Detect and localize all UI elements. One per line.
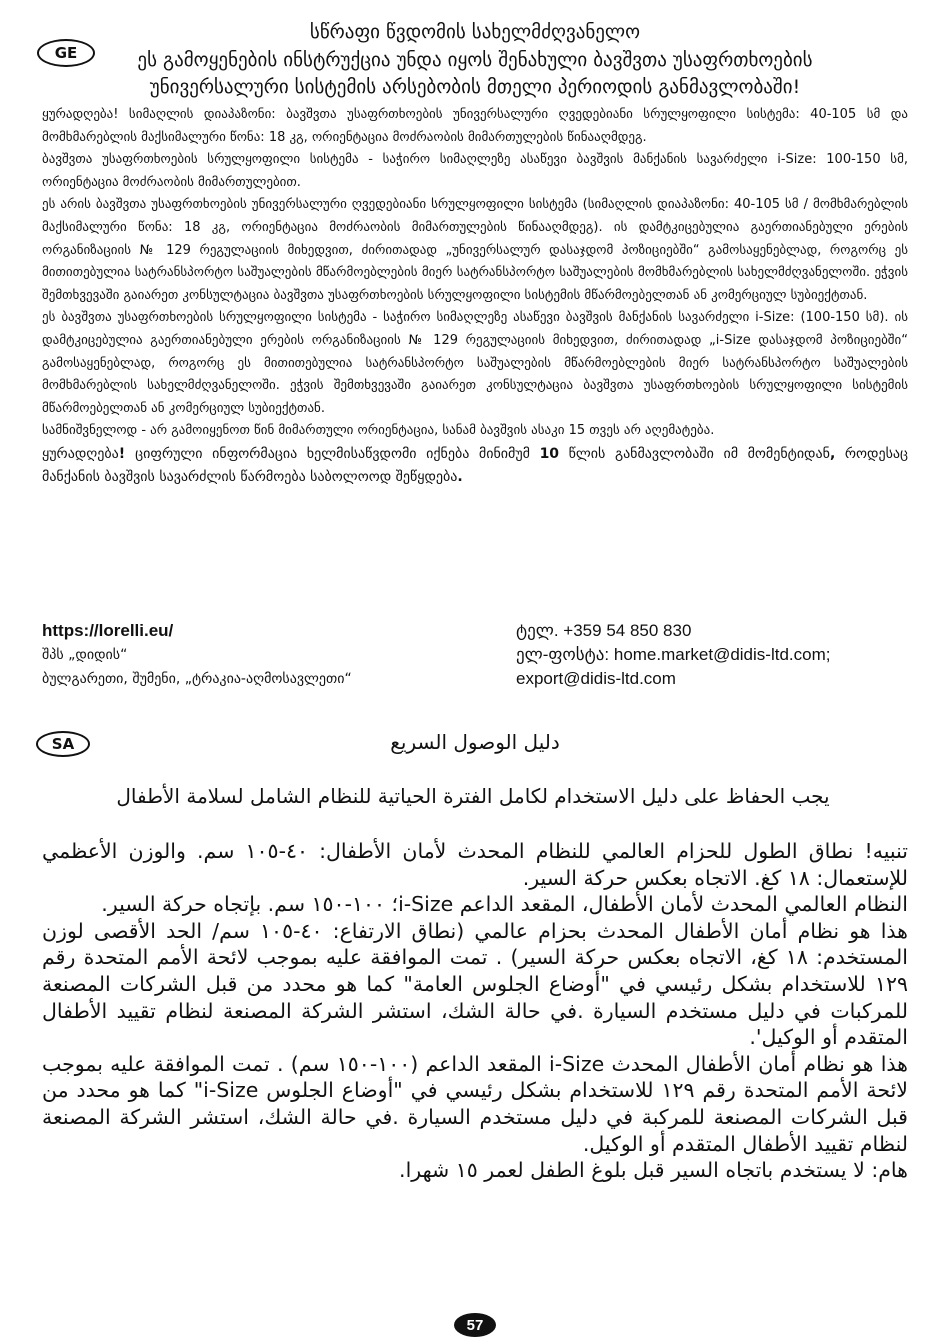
website-link[interactable]: https://lorelli.eu/ bbox=[42, 621, 174, 640]
sa-body bbox=[42, 838, 908, 1184]
sa-paragraph-warning: تنبيه! نطاق الطول للحزام العالمي للنظام المحدث لأمان الأطفال: ٤٠-١٠٥ سم. والوزن الأعظمي للإستعمال: ١٨ كغ. الاتجاه بعكس حركة السير. bbox=[42, 839, 908, 890]
email-export[interactable]: export@didis-ltd.com bbox=[516, 669, 676, 688]
ge-paragraph-digital-info bbox=[42, 443, 908, 488]
ge-paragraph-important: სამნიშვნელოდ - არ გამოიყენოთ წინ მიმართული ორიენტაცია, სანამ ბავშვის ასაკი 15 თვეს არ აღემატება. bbox=[42, 423, 715, 439]
ge-exclamation: ! bbox=[118, 445, 136, 462]
sa-paragraph-isize: هذا هو نظام أمان الأطفال المحدث i-Size المقعد الداعم (١٠٠-١٥٠ سم) . تمت الموافقة عليه بموجب لائحة الأمم المتحدة رقم ١٢٩ للاستخدام بشكل رئيسي في "أوضاع الجلوس i-Size" كما هو محدد من قبل الشركات المصنعة للمركبة في دليل مستخدم السيارة .في حالة الشك، استشر الشركة المصنعة لنظام تقييد الأطفال المتقدم أو الوكيل. bbox=[42, 1051, 908, 1156]
sa-language-badge: SA bbox=[36, 731, 90, 757]
email-home-market[interactable]: ელ-ფოსტა: home.market@didis-ltd.com; bbox=[516, 645, 831, 664]
ge-digital-text-1: ციფრული ინფორმაცია ხელმისაწვდომი იქნება მინიმუმ bbox=[135, 445, 540, 462]
ge-comma: , bbox=[829, 445, 836, 462]
ge-paragraph-universal: ეს არის ბავშვთა უსაფრთხოების უნივერსალური ღვედებიანი სრულყოფილი სისტემა (სიმაღლის დიაპაზონი: 40-105 სმ / მომხმარებლის მაქსიმალური წონა: 18 კგ, ორიენტაცია მოძრაობის მიმართულების წინააღმდეგ). ის დამტკიცებულია გაერთიანებული ერების ორგანიზაციის № 129 რეგულაციის მიხედვით, ძირითადად „უნივერსალურ დასაჯდომ პოზიციებში“ გამოსაყენებლად, როგორც ეს მითითებულია სატრანსპორტო საშუალების მწარმოებლების მიერ სატრანსპორტო საშუალების მომხმარებლის სახელმძღვანელოში. ეჭვის შემთხვევაში გაიარეთ კონსულტაცია ბავშვთა უსაფრთხოების სრულყოფილი სისტემის მწარმოებელთან ან კომერციულ სუბიექტთან. bbox=[42, 197, 908, 303]
phone-number: ტელ. +359 54 850 830 bbox=[516, 621, 692, 640]
ge-digital-text-3: როდესაც მანქანის ბავშვის სავარძლის წარმოება საბოლოოდ შეწყდება bbox=[42, 445, 908, 485]
sa-subtitle: يجب الحفاظ على دليل الاستخدام لكامل الفترة الحياتية للنظام الشامل لسلامة الأطفال bbox=[116, 784, 830, 808]
company-address: ბულგარეთი, შუმენი, „ტრაკია-აღმოსავლეთი“ bbox=[42, 671, 352, 687]
ge-paragraph-booster: ბავშვთა უსაფრთხოების სრულყოფილი სისტემა - საჭირო სიმაღლეზე ასაწევი ბავშვის მანქანის სავარძელი i-Size: 100-150 სმ, ორიენტაცია მოძრაობის მიმართულებით. bbox=[42, 152, 908, 190]
sa-title: دليل الوصول السريع bbox=[390, 730, 560, 754]
ge-subtitle-line-2: უნივერსალური სისტემის არსებობის მთელი პერიოდის განმავლობაში! bbox=[149, 76, 801, 98]
sa-paragraph-universal: هذا هو نظام أمان الأطفال المحدث بحزام عالمي (نطاق الارتفاع: ٤٠-١٠٥ سم/ الحد الأقصى لوزن المستخدم: ١٨ كغ، الاتجاه بعكس حركة السير) . تمت الموافقة عليه بموجب لائحة الأمم المتحدة رقم ١٢٩ للاستخدام بشكل رئيسي في "أوضاع الجلوس العامة" كما هو محدد من قبل الشركات المصنعة للمركبات في دليل مستخدم السيارة .في حالة الشك، استشر الشركة المصنعة لنظام تقييد الأطفال المتقدم أو الوكيل'. bbox=[42, 918, 908, 1050]
ge-attention-label: ყურადღება bbox=[42, 445, 119, 462]
ge-body bbox=[42, 104, 908, 488]
page-number: 57 bbox=[454, 1313, 496, 1337]
ge-subtitle-line-1: ეს გამოყენების ინსტრუქცია უნდა იყოს შენახული ბავშვთა უსაფრთხოების bbox=[137, 49, 813, 71]
ge-digital-text-2: წლის განმავლობაში იმ მომენტიდან bbox=[559, 445, 830, 462]
sa-paragraph-important: هام: لا يستخدم باتجاه السير قبل بلوغ الطفل لعمر ١٥ شهرا. bbox=[399, 1158, 908, 1183]
ge-language-badge: GE bbox=[37, 39, 95, 67]
ge-period: . bbox=[457, 468, 463, 485]
ge-paragraph-warning: ყურადღება! სიმაღლის დიაპაზონი: ბავშვთა უსაფრთხოების უნივერსალური ღვედებიანი სრულყოფილი სისტემა: 40-105 სმ და მომხმარებლის მაქსიმალური წონა: 18 კგ, ორიენტაცია მოძრაობის მიმართულების წინააღმდეგ. bbox=[42, 107, 908, 145]
ge-paragraph-isize: ეს ბავშვთა უსაფრთხოების სრულყოფილი სისტემა - საჭირო სიმაღლეზე ასაწევი ბავშვის მანქანის სავარძელი i-Size: (100-150 სმ). ის დამტკიცებულია გაერთიანებული ერების ორგანიზაციის № 129 რეგულაციის მიხედვით, ძირითადად „i-Size დასაჯდომ პოზიციებში“ გამოსაყენებლად, როგორც ეს მითითებულია სატრანსპორტო საშუალების მწარმოებლების მიერ სატრანსპორტო საშუალების მომხმარებლის სახელმძღვანელოში. ეჭვის შემთხვევაში გაიარეთ კონსულტაცია ბავშვთა უსაფრთხოების სრულყოფილი სისტემის მწარმოებელთან ან კომერციულ სუბიექტთან. bbox=[42, 310, 908, 416]
ge-title: სწრაფი წვდომის სახელმძღვანელო bbox=[309, 21, 641, 43]
sa-paragraph-booster: النظام العالمي المحدث لأمان الأطفال، المقعد الداعم i-Size؛ ١٠٠-١٥٠ سم. بإتجاه حركة السير. bbox=[101, 892, 908, 917]
contacts-block bbox=[42, 619, 908, 691]
ge-years-number: 10 bbox=[539, 445, 560, 462]
company-name: შპს „დიდის“ bbox=[42, 647, 128, 663]
